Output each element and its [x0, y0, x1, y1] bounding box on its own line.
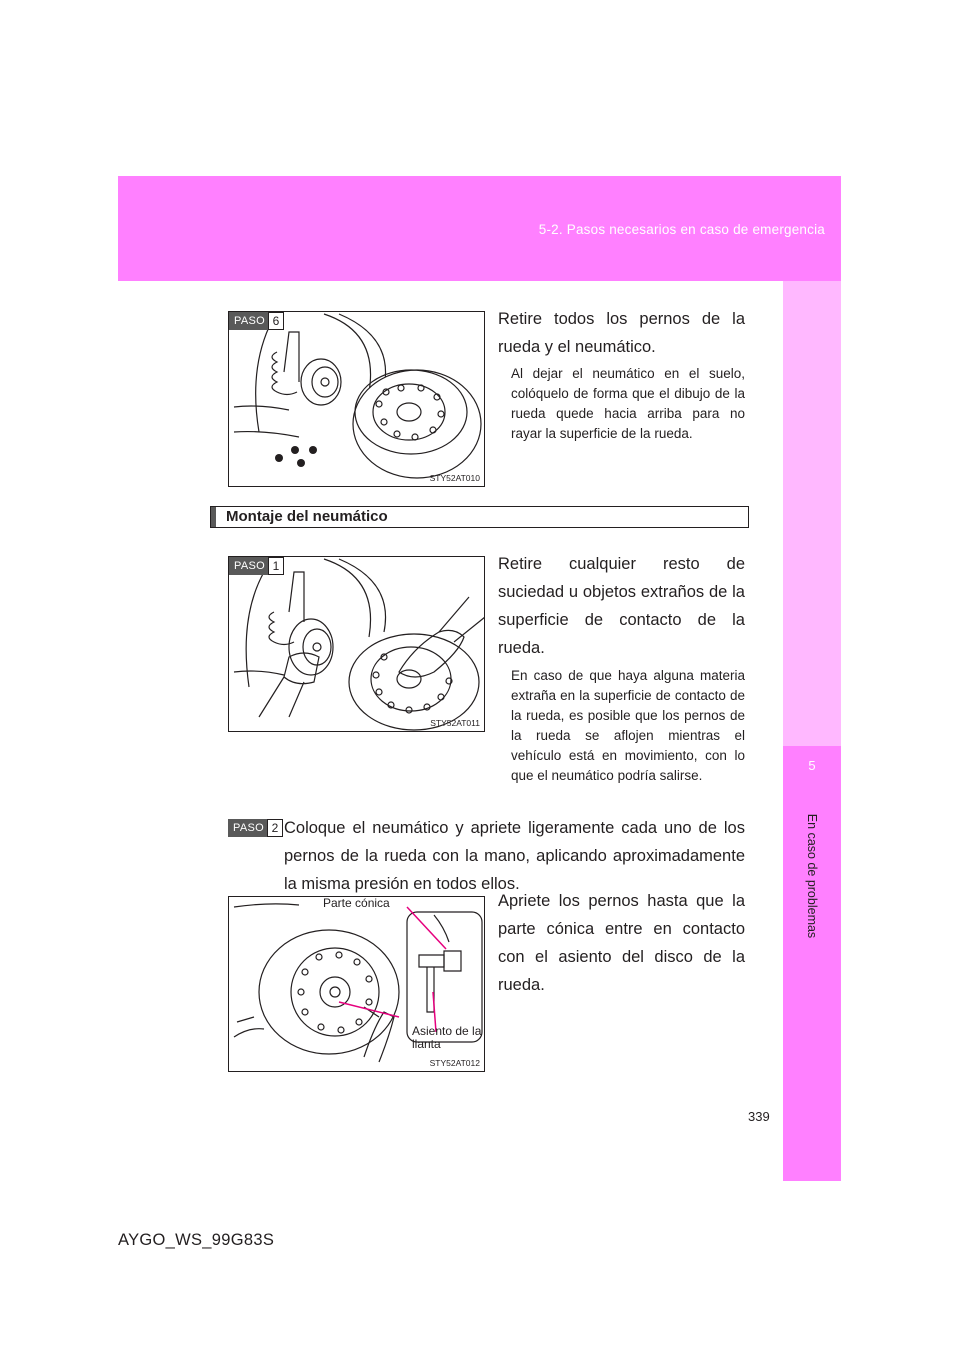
- figure-code: STY52AT011: [430, 718, 480, 728]
- step-number: 6: [268, 312, 284, 330]
- paso-label: PASO: [229, 312, 268, 330]
- step-2-text: Coloque el neumático y apriete ligeramente cada uno de los pernos de la rueda con la mano, aplicando aproximadamente la misma presión en todos ellos.: [284, 819, 745, 893]
- chapter-label: En caso de problemas: [805, 813, 819, 939]
- figure-clean-surface: [228, 556, 485, 732]
- subsection-title: Montaje del neumático: [226, 508, 388, 525]
- document-code: AYGO_WS_99G83S: [118, 1231, 275, 1249]
- subsection-heading: [210, 506, 749, 528]
- step-2-text-2: Apriete los pernos hasta que la parte cónica entre en contacto con el asiento del disco de la rueda.: [498, 892, 745, 994]
- figure-remove-wheel: [228, 311, 485, 487]
- paso-label: PASO: [228, 819, 267, 837]
- heading-bar: [211, 507, 216, 527]
- cleaning-illustration: [229, 557, 485, 732]
- step-number: 2: [267, 819, 283, 837]
- page-number: 339: [748, 1109, 770, 1124]
- step-6-note: Al dejar el neumático en el suelo, colóquelo de forma que el dibujo de la rueda quede hacia arriba para no rayar la superficie de la rueda.: [511, 366, 745, 441]
- wheel-removal-illustration: [229, 312, 485, 487]
- step-1-badge: [229, 557, 284, 575]
- step-1-text: Retire cualquier resto de suciedad u objetos extraños de la superficie de contacto de la rueda.: [498, 555, 745, 657]
- step-1-note: En caso de que haya alguna materia extraña en la superficie de contacto de la rueda, es posible que los pernos de la rueda se aflojen mientras el vehículo está en movimiento, con lo que el neumático podría salirse.: [511, 668, 745, 783]
- step-2-badge: [228, 819, 283, 837]
- chapter-tab: [783, 746, 841, 1181]
- chapter-number: 5: [808, 758, 816, 773]
- step-6-text: Retire todos los pernos de la rueda y el neumático.: [498, 310, 745, 356]
- callout-seat: Asiento de la llanta: [412, 1024, 482, 1051]
- figure-code: STY52AT012: [429, 1058, 480, 1068]
- section-title: 5-2. Pasos necesarios en caso de emergencia: [538, 222, 825, 237]
- step-number: 1: [268, 557, 284, 575]
- step-6-badge: [229, 312, 284, 330]
- figure-code: STY52AT010: [429, 473, 480, 483]
- paso-label: PASO: [229, 557, 268, 575]
- callout-cone: Parte cónica: [323, 896, 390, 910]
